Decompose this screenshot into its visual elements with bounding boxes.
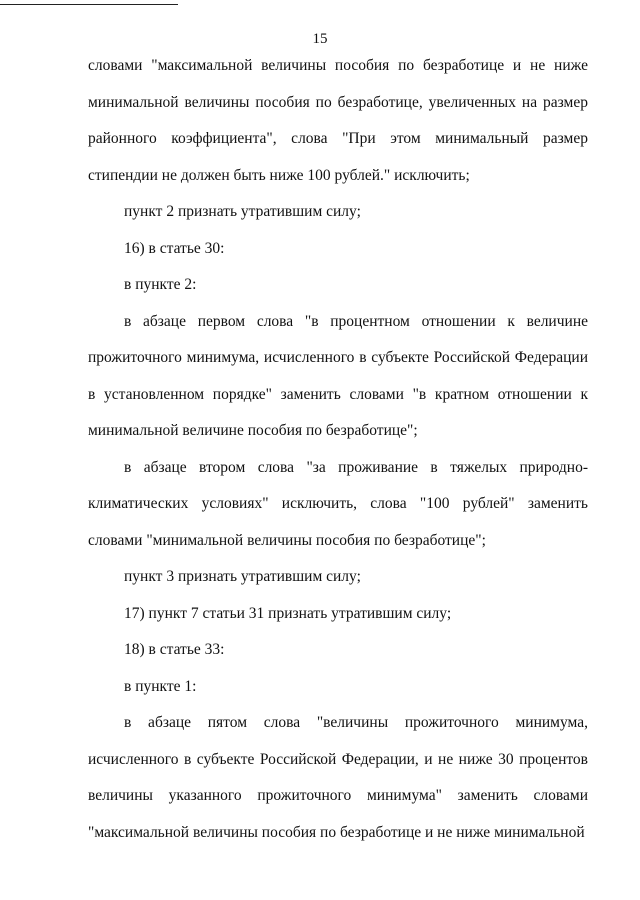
paragraph-second-abzac: в абзаце втором слова "за проживание в тяжелых природно-климатических условиях" исключить, слова "100 рублей" заменить словами "минимальной величины пособия по безработице";: [88, 458, 588, 549]
paragraph-item-18: 18) в статье 33:: [124, 641, 225, 658]
paragraph-first-abzac: в абзаце первом слова "в процентном отношении к величине прожиточного минимума, исчисленного в субъекте Российской Федерации в установленном порядке" заменить словами "в кратном отношении к минимальной величине пособия по безработице";: [88, 312, 588, 439]
paragraph-item-17: 17) пункт 7 статьи 31 признать утратившим силу;: [124, 604, 452, 622]
paragraph-fifth-abzac: в абзаце пятом слова "величины прожиточного минимума, исчисленного в субъекте Российской Федерации, и не ниже 30 процентов величины указанного прожиточного минимума" заменить словами "максимальной величины пособия по безработице и не ниже минимальной: [88, 714, 588, 841]
page-number: 15: [312, 31, 328, 47]
paragraph-in-point-1: в пункте 1:: [124, 677, 197, 695]
document-body: [88, 48, 588, 851]
paragraph-in-point-2: в пункте 2:: [124, 276, 197, 293]
paragraph-item-16: 16) в статье 30:: [124, 239, 225, 257]
paragraph-point-2: пункт 2 признать утратившим силу;: [124, 203, 361, 220]
paragraph-point-3: пункт 3 признать утратившим силу;: [124, 568, 361, 585]
paragraph-continuation: словами "максимальной величины пособия по безработице и не ниже минимальной величины пособия по безработице, увеличенных на размер районного коэффициента", слова "При этом минимальный размер стипендии не должен быть ниже 100 рублей." исключить;: [88, 57, 588, 184]
header-rule: [0, 4, 178, 5]
